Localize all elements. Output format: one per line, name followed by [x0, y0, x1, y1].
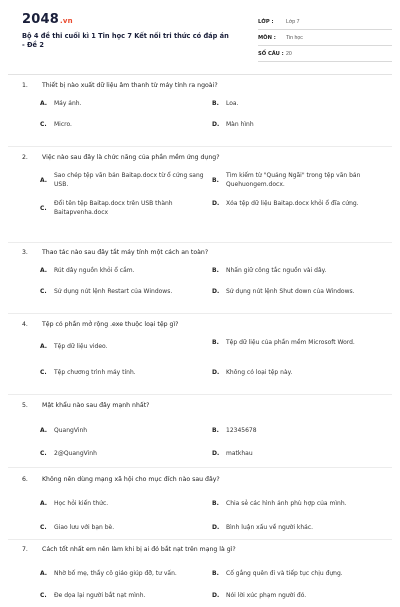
option-a[interactable] — [40, 99, 205, 108]
option-b[interactable] — [212, 569, 377, 578]
option-a[interactable] — [40, 569, 205, 578]
option-d[interactable] — [212, 368, 377, 377]
question-divider — [8, 394, 392, 395]
question-text: Cách tốt nhất em nên làm khi bị ai đó bắt nạt trên mạng là gì? — [42, 546, 236, 553]
question-text: Thao tác nào sau đây tắt máy tính một cách an toàn? — [42, 249, 209, 256]
option-letter: D. — [212, 288, 220, 295]
option-letter: A. — [40, 267, 48, 274]
question-number: 5. — [22, 402, 28, 409]
option-d[interactable] — [212, 120, 377, 129]
option-text: Sao chép tệp văn bản Baitap.docx từ ổ cứng sang USB. — [54, 172, 204, 188]
option-text: Chia sẻ các hình ảnh phù hợp của mình. — [226, 500, 347, 507]
option-text: Sử dụng nút lệnh Shut down của Windows. — [226, 288, 355, 295]
site-logo[interactable] — [22, 12, 73, 27]
option-letter: B. — [212, 176, 219, 184]
meta-value: Tin học — [286, 34, 303, 41]
option-a[interactable] — [40, 426, 205, 435]
option-text: Máy ảnh. — [54, 100, 82, 107]
option-text: Đổi tên tệp Baitap.docx trên USB thành Baitapvenha.docx — [54, 200, 173, 216]
option-letter: C. — [40, 204, 47, 212]
option-letter: A. — [40, 176, 48, 184]
option-c[interactable] — [40, 449, 205, 458]
exam-meta-table — [258, 14, 392, 62]
option-letter: B. — [212, 267, 219, 274]
question-stem — [22, 476, 382, 483]
option-text: Bình luận xấu về người khác. — [226, 524, 314, 531]
meta-key: LỚP : — [258, 18, 274, 25]
option-text: Xóa tệp dữ liệu Baitap.docx khỏi ổ đĩa cứng. — [226, 200, 359, 207]
option-b[interactable] — [212, 426, 377, 435]
option-letter: D. — [212, 121, 220, 128]
document-title: Bộ 4 đề thi cuối kì 1 Tin học 7 Kết nối tri thức có đáp án - Đề 2 — [22, 32, 229, 49]
option-letter: A. — [40, 343, 48, 350]
question-text: Không nên dùng mạng xã hội cho mục đích nào sau đây? — [42, 476, 220, 483]
option-letter: C. — [40, 450, 47, 457]
question-7 — [22, 546, 382, 607]
option-b[interactable] — [212, 499, 377, 508]
option-letter: C. — [40, 369, 47, 376]
option-text: Giao lưu với bạn bè. — [54, 524, 115, 531]
option-letter: C. — [40, 288, 47, 295]
option-c[interactable] — [40, 368, 205, 377]
options — [22, 493, 382, 537]
meta-key: SỐ CÂU : — [258, 50, 284, 57]
question-number: 1. — [22, 82, 28, 89]
question-3 — [22, 249, 382, 310]
options — [22, 338, 382, 390]
meta-key: MÔN : — [258, 34, 276, 41]
question-divider — [8, 313, 392, 314]
option-letter: A. — [40, 500, 48, 507]
option-text: Màn hình — [226, 121, 254, 128]
option-a[interactable] — [40, 266, 205, 275]
option-text: Không có loại tệp này. — [226, 369, 293, 376]
option-letter: D. — [212, 450, 220, 457]
meta-row-subject — [258, 30, 392, 46]
option-b[interactable] — [212, 338, 377, 347]
question-number: 4. — [22, 321, 28, 328]
meta-value: 20 — [286, 50, 292, 57]
question-stem — [22, 546, 382, 553]
option-d[interactable] — [212, 591, 377, 600]
question-text: Mật khẩu nào sau đây mạnh nhất? — [42, 402, 150, 409]
option-letter: B. — [212, 339, 219, 346]
question-stem — [22, 154, 382, 161]
option-text: Đe dọa lại người bắt nạt mình. — [54, 592, 146, 599]
option-c[interactable] — [40, 199, 205, 217]
meta-row-grade — [258, 14, 392, 30]
question-stem — [22, 82, 382, 89]
option-b[interactable] — [212, 266, 377, 275]
option-text: Tìm kiếm từ "Quảng Ngãi" trong tệp văn bản Quehuongem.docx. — [226, 172, 361, 188]
option-b[interactable] — [212, 171, 377, 189]
option-text: Nhờ bố mẹ, thầy cô giáo giúp đỡ, tư vấn. — [54, 570, 177, 577]
option-letter: D. — [212, 524, 220, 531]
question-4 — [22, 321, 382, 390]
option-letter: B. — [212, 500, 219, 507]
option-d[interactable] — [212, 287, 377, 296]
logo-suffix: .vn — [59, 17, 73, 25]
options — [22, 171, 382, 233]
option-c[interactable] — [40, 591, 205, 600]
option-text: Sử dụng nút lệnh Restart của Windows. — [54, 288, 173, 295]
option-text: 12345678 — [226, 427, 257, 434]
option-letter: D. — [212, 592, 220, 599]
option-text: Rút dây nguồn khỏi ổ cắm. — [54, 267, 135, 274]
option-text: 2@QuangVinh — [54, 450, 97, 457]
option-letter: B. — [212, 570, 219, 577]
option-letter: B. — [212, 100, 219, 107]
question-divider — [8, 242, 392, 243]
option-d[interactable] — [212, 199, 377, 208]
option-a[interactable] — [40, 499, 205, 508]
question-divider — [8, 146, 392, 147]
option-letter: C. — [40, 121, 47, 128]
question-1 — [22, 82, 382, 143]
option-text: Học hỏi kiến thức. — [54, 500, 109, 507]
option-text: Cố gắng quên đi và tiếp tục chịu đựng. — [226, 570, 343, 577]
option-text: Nhấn giữ công tắc nguồn vài dây. — [226, 267, 327, 274]
option-a[interactable] — [40, 342, 205, 351]
option-text: matkhau — [226, 450, 253, 457]
option-b[interactable] — [212, 99, 377, 108]
document-header — [8, 8, 392, 70]
question-number: 3. — [22, 249, 28, 256]
question-text: Tệp có phần mở rộng .exe thuộc loại tệp gì? — [42, 321, 179, 328]
question-text: Việc nào sau đây là chức năng của phần mềm ứng dụng? — [42, 154, 220, 161]
option-letter: C. — [40, 524, 47, 531]
option-c[interactable] — [40, 287, 205, 296]
option-c[interactable] — [40, 523, 205, 532]
question-5 — [22, 402, 382, 463]
question-divider — [8, 539, 392, 540]
question-number: 2. — [22, 154, 28, 161]
question-stem — [22, 321, 382, 328]
option-a[interactable] — [40, 171, 205, 189]
option-letter: A. — [40, 427, 48, 434]
option-text: Tệp dữ liệu của phần mềm Microsoft Word. — [226, 339, 355, 346]
option-letter: C. — [40, 592, 47, 599]
question-number: 7. — [22, 546, 28, 553]
option-text: Tệp chương trình máy tính. — [54, 369, 136, 376]
question-text: Thiết bị nào xuất dữ liệu âm thanh từ máy tính ra ngoài? — [42, 82, 218, 89]
options — [22, 99, 382, 143]
question-2 — [22, 154, 382, 233]
option-text: Loa. — [226, 100, 239, 107]
option-letter: A. — [40, 570, 48, 577]
option-d[interactable] — [212, 449, 377, 458]
logo-text: 2048 — [22, 12, 59, 27]
option-text: Tệp dữ liệu video. — [54, 343, 108, 350]
question-divider — [8, 467, 392, 468]
option-letter: D. — [212, 369, 220, 376]
option-text: QuangVinh — [54, 427, 88, 434]
option-text: Nói lời xúc phạm người đó. — [226, 592, 307, 599]
options — [22, 266, 382, 310]
option-c[interactable] — [40, 120, 205, 129]
option-text: Micro. — [54, 121, 72, 128]
question-stem — [22, 249, 382, 256]
meta-row-count — [258, 46, 392, 62]
options — [22, 419, 382, 463]
question-stem — [22, 402, 382, 409]
option-letter: D. — [212, 200, 220, 207]
meta-value: Lớp 7 — [286, 18, 300, 25]
question-number: 6. — [22, 476, 28, 483]
option-letter: A. — [40, 100, 48, 107]
option-d[interactable] — [212, 523, 377, 532]
options — [22, 563, 382, 607]
question-6 — [22, 476, 382, 537]
option-letter: B. — [212, 427, 219, 434]
header-divider — [8, 74, 392, 75]
